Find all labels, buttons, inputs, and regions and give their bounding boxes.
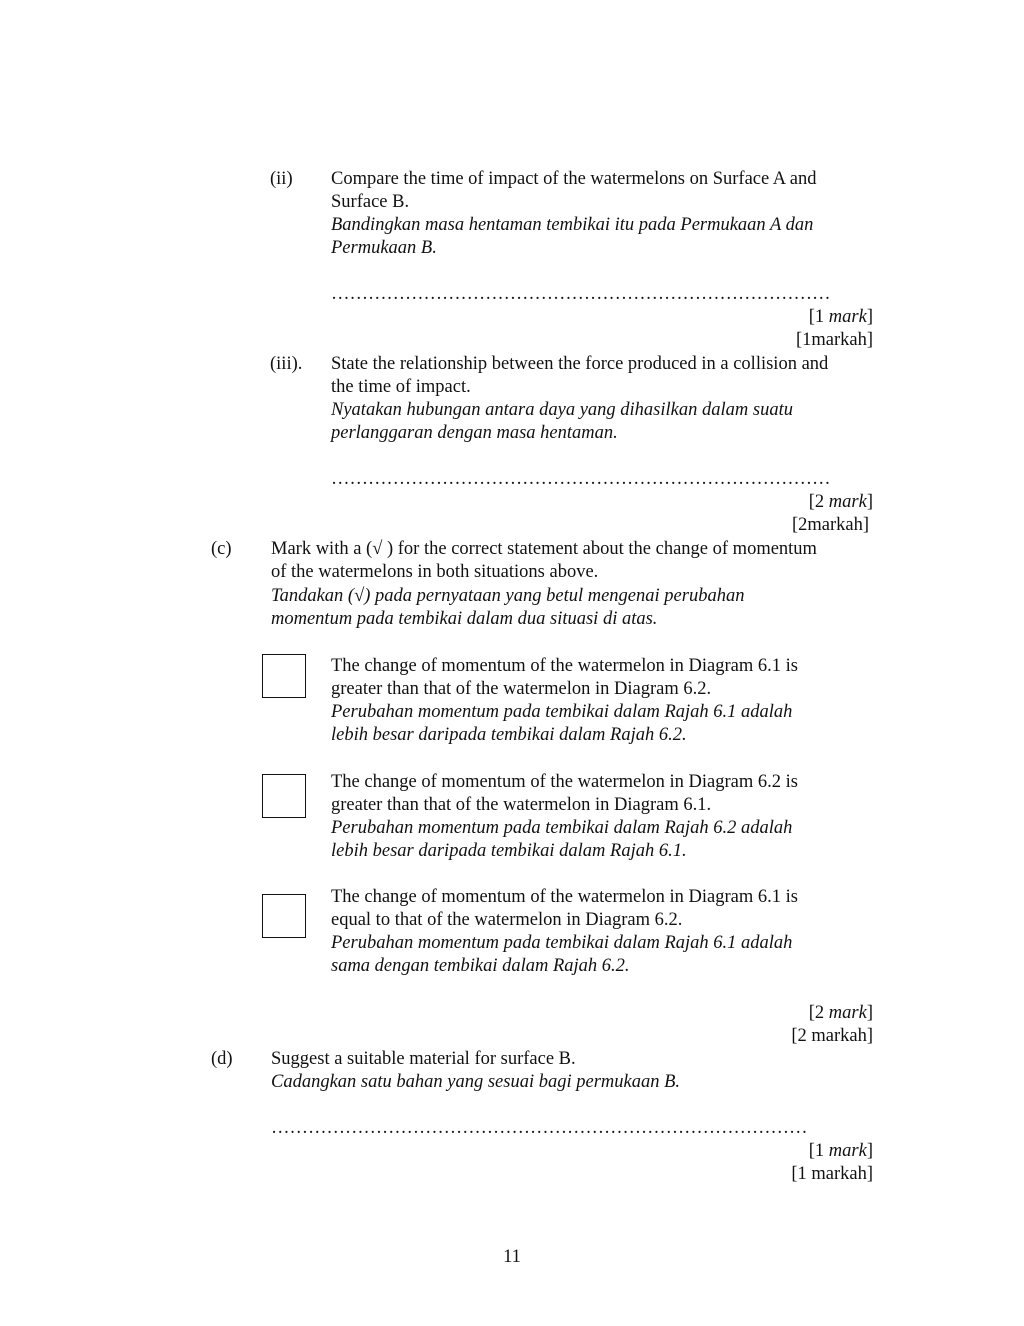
question-text-ms-line1: Bandingkan masa hentaman tembikai itu pada Permukaan A dan [331, 215, 814, 235]
option-2-checkbox[interactable] [262, 774, 306, 818]
option-text-ms-line1: Perubahan momentum pada tembikai dalam Rajah 6.2 adalah [331, 818, 793, 838]
answer-line[interactable]: …………………………………………………………………………… [271, 1118, 808, 1138]
question-number: (c) [211, 539, 232, 559]
mark-word: mark [828, 492, 867, 512]
mark-suffix: ] [866, 1141, 873, 1161]
mark-label-ms: [2 markah] [791, 1026, 873, 1046]
question-number: (iii). [270, 354, 303, 374]
question-number: (d) [211, 1049, 233, 1069]
option-text-en-line1: The change of momentum of the watermelon in Diagram 6.1 is [331, 656, 798, 676]
mark-suffix: ] [866, 492, 873, 512]
question-text-ms-line1: Tandakan (√) pada pernyataan yang betul mengenai perubahan [271, 586, 745, 606]
option-3-checkbox[interactable] [262, 894, 306, 938]
option-text-ms-line2: lebih besar daripada tembikai dalam Rajah 6.1. [331, 841, 687, 861]
question-text-ms-line2: momentum pada tembikai dalam dua situasi di atas. [271, 609, 658, 629]
option-text-en-line2: greater than that of the watermelon in Diagram 6.2. [331, 679, 712, 699]
question-text-ms-line1: Nyatakan hubungan antara daya yang dihasilkan dalam suatu [331, 400, 793, 420]
mark-label-ms: [2markah] [791, 515, 869, 535]
question-text-en-line2: Surface B. [331, 192, 410, 212]
mark-label-en [809, 306, 873, 329]
question-text-en-line1: State the relationship between the force produced in a collision and [331, 354, 829, 374]
question-text-en-line1: Suggest a suitable material for surface B. [271, 1049, 576, 1069]
option-text-ms-line1: Perubahan momentum pada tembikai dalam Rajah 6.1 adalah [331, 933, 793, 953]
question-text-ms-line2: Permukaan B. [331, 238, 437, 258]
page-number: 11 [503, 1247, 521, 1267]
question-text-en-line2: of the watermelons in both situations above. [271, 562, 599, 582]
option-text-ms-line1: Perubahan momentum pada tembikai dalam Rajah 6.1 adalah [331, 702, 793, 722]
question-text-ms-line1: Cadangkan satu bahan yang sesuai bagi permukaan B. [271, 1072, 681, 1092]
mark-suffix: ] [866, 307, 873, 327]
mark-prefix: [2 [808, 1003, 829, 1023]
mark-prefix: [1 [808, 307, 829, 327]
option-text-en-line1: The change of momentum of the watermelon in Diagram 6.2 is [331, 772, 798, 792]
mark-label-en [809, 1140, 873, 1163]
option-text-ms-line2: lebih besar daripada tembikai dalam Rajah 6.2. [331, 725, 687, 745]
option-text-en-line1: The change of momentum of the watermelon in Diagram 6.1 is [331, 887, 798, 907]
mark-label-ms: [1markah] [795, 330, 873, 350]
mark-prefix: [2 [808, 492, 829, 512]
question-text-ms-line2: perlanggaran dengan masa hentaman. [331, 423, 618, 443]
mark-suffix: ] [866, 1003, 873, 1023]
mark-prefix: [1 [808, 1141, 829, 1161]
answer-line[interactable]: ……………………………………………………………………… [331, 284, 831, 304]
option-text-en-line2: greater than that of the watermelon in Diagram 6.1. [331, 795, 712, 815]
option-text-en-line2: equal to that of the watermelon in Diagram 6.2. [331, 910, 683, 930]
option-1-checkbox[interactable] [262, 654, 306, 698]
mark-label-en [809, 491, 873, 514]
question-number: (ii) [270, 169, 293, 189]
mark-word: mark [828, 1003, 867, 1023]
mark-word: mark [828, 1141, 867, 1161]
answer-line[interactable]: ……………………………………………………………………… [331, 469, 831, 489]
mark-label-en [809, 1002, 873, 1025]
mark-word: mark [828, 307, 867, 327]
question-text-en-line1: Mark with a (√ ) for the correct statement about the change of momentum [271, 539, 817, 559]
option-text-ms-line2: sama dengan tembikai dalam Rajah 6.2. [331, 956, 630, 976]
mark-label-ms: [1 markah] [791, 1164, 873, 1184]
question-text-en-line2: the time of impact. [331, 377, 471, 397]
question-text-en-line1: Compare the time of impact of the watermelons on Surface A and [331, 169, 817, 189]
